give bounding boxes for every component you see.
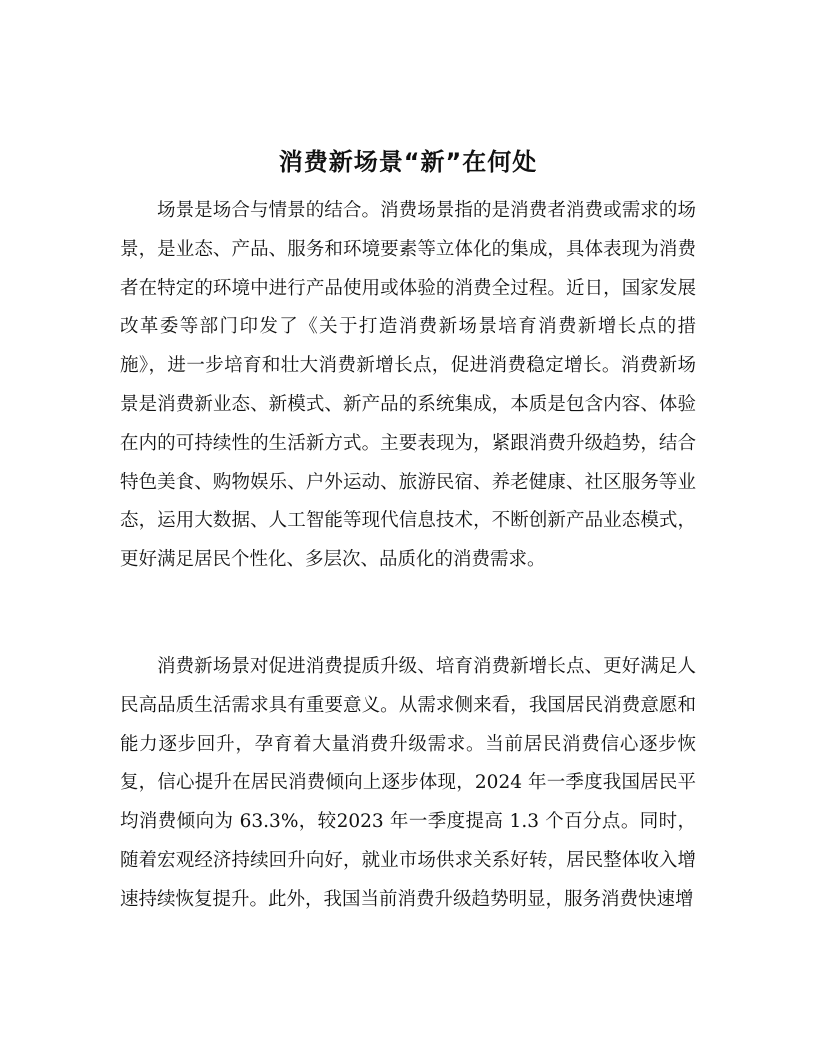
paragraph-2: 消费新场景对促进消费提质升级、培育消费新增长点、更好满足人民高品质生活需求具有重要意义。从需求侧来看，我国居民消费意愿和能力逐步回升，孕育着大量消费升级需求。当前居民消费信心逐步恢复，信心提升在居民消费倾向上逐步体现，2024 年一季度我国居民平均消费倾向为 63.3%，较2023 年一季度提高 1.3 个百分点。同时，随着宏观经济持续回升向好，就业市场供求关系好转，居民整体收入增速持续恢复提升。此外，我国当前消费升级趋势明显，服务消费快速增	[120, 656, 696, 910]
paragraph-1: 场景是场合与情景的结合。消费场景指的是消费者消费或需求的场景，是业态、产品、服务和环境要素等立体化的集成，具体表现为消费者在特定的环境中进行产品使用或体验的消费全过程。近日，国家发展改革委等部门印发了《关于打造消费新场景培育消费新增长点的措施》，进一步培育和壮大消费新增长点，促进消费稳定增长。消费新场景是消费新业态、新模式、新产品的系统集成，本质是包含内容、体验在内的可持续性的生活新方式。主要表现为，紧跟消费升级趋势，结合特色美食、购物娱乐、户外运动、旅游民宿、养老健康、社区服务等业态，运用大数据、人工智能等现代信息技术，不断创新产品业态模式，更好满足居民个性化、多层次、品质化的消费需求。	[120, 200, 696, 571]
document-title: 消费新场景“新”在何处	[278, 148, 538, 176]
